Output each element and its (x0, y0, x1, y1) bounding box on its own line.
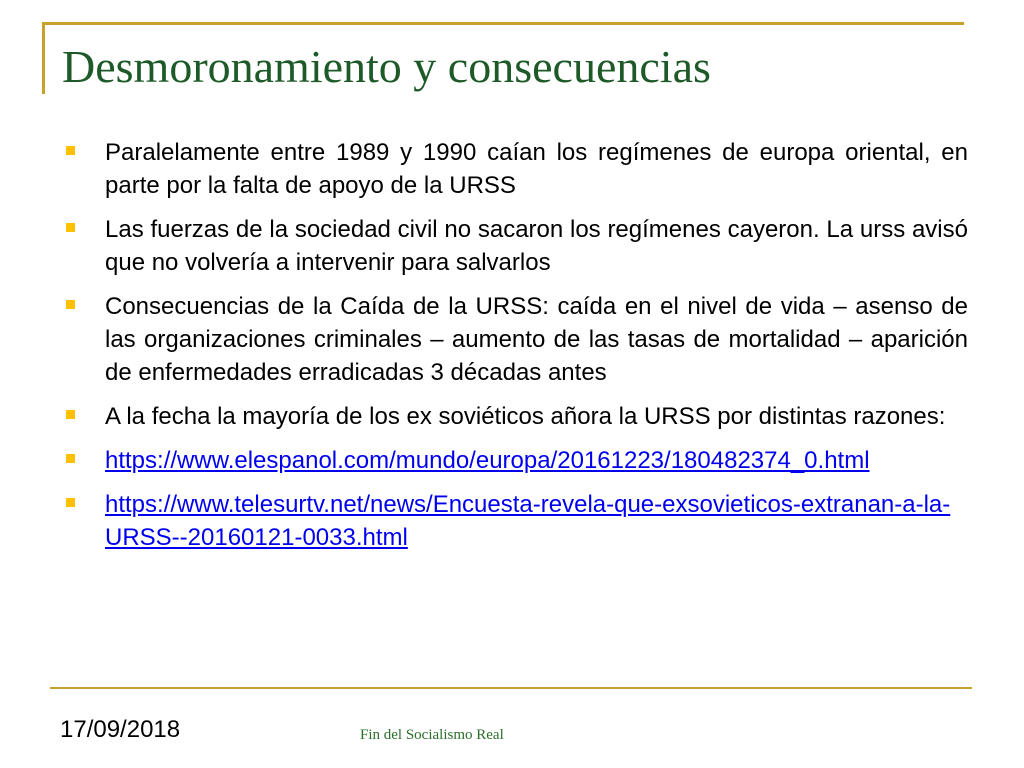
bullet-item-link (66, 444, 968, 477)
slide-title: Desmoronamiento y consecuencias (62, 41, 711, 92)
bullet-item (66, 136, 968, 202)
bullet-list (66, 136, 968, 565)
bullet-item (66, 213, 968, 279)
bullet-item (66, 290, 968, 389)
slide-footer: Fin del Socialismo Real (360, 727, 504, 743)
bullet-text: Consecuencias de la Caída de la URSS: caída en el nivel de vida – asenso de las organizaciones criminales – aumento de las tasas de mortalidad – aparición de enfermedades erradicadas 3 décadas antes (105, 293, 968, 386)
frame-top-line (42, 22, 964, 25)
bullet-text: A la fecha la mayoría de los ex soviéticos añora la URSS por distintas razones: (105, 403, 946, 430)
bullet-square-icon (66, 410, 75, 419)
bullet-square-icon (66, 146, 75, 155)
telesur-link[interactable]: https://www.telesurtv.net/news/Encuesta-revela-que-exsovieticos-extranan-a-la-URSS--20160121-0033.html (105, 491, 951, 551)
elespanol-link[interactable]: https://www.elespanol.com/mundo/europa/20161223/180482374_0.html (105, 447, 870, 474)
bullet-square-icon (66, 223, 75, 232)
bullet-square-icon (66, 454, 75, 463)
slide-date: 17/09/2018 (60, 716, 181, 743)
bullet-square-icon (66, 498, 75, 507)
bullet-text: Paralelamente entre 1989 y 1990 caían los regímenes de europa oriental, en parte por la falta de apoyo de la URSS (105, 139, 968, 199)
frame-left-line (42, 22, 45, 94)
bullet-item-link (66, 488, 968, 554)
bullet-square-icon (66, 300, 75, 309)
footer-rule (50, 687, 972, 689)
bullet-text: Las fuerzas de la sociedad civil no sacaron los regímenes cayeron. La urss avisó que no volvería a intervenir para salvarlos (105, 216, 968, 276)
bullet-item (66, 400, 968, 433)
